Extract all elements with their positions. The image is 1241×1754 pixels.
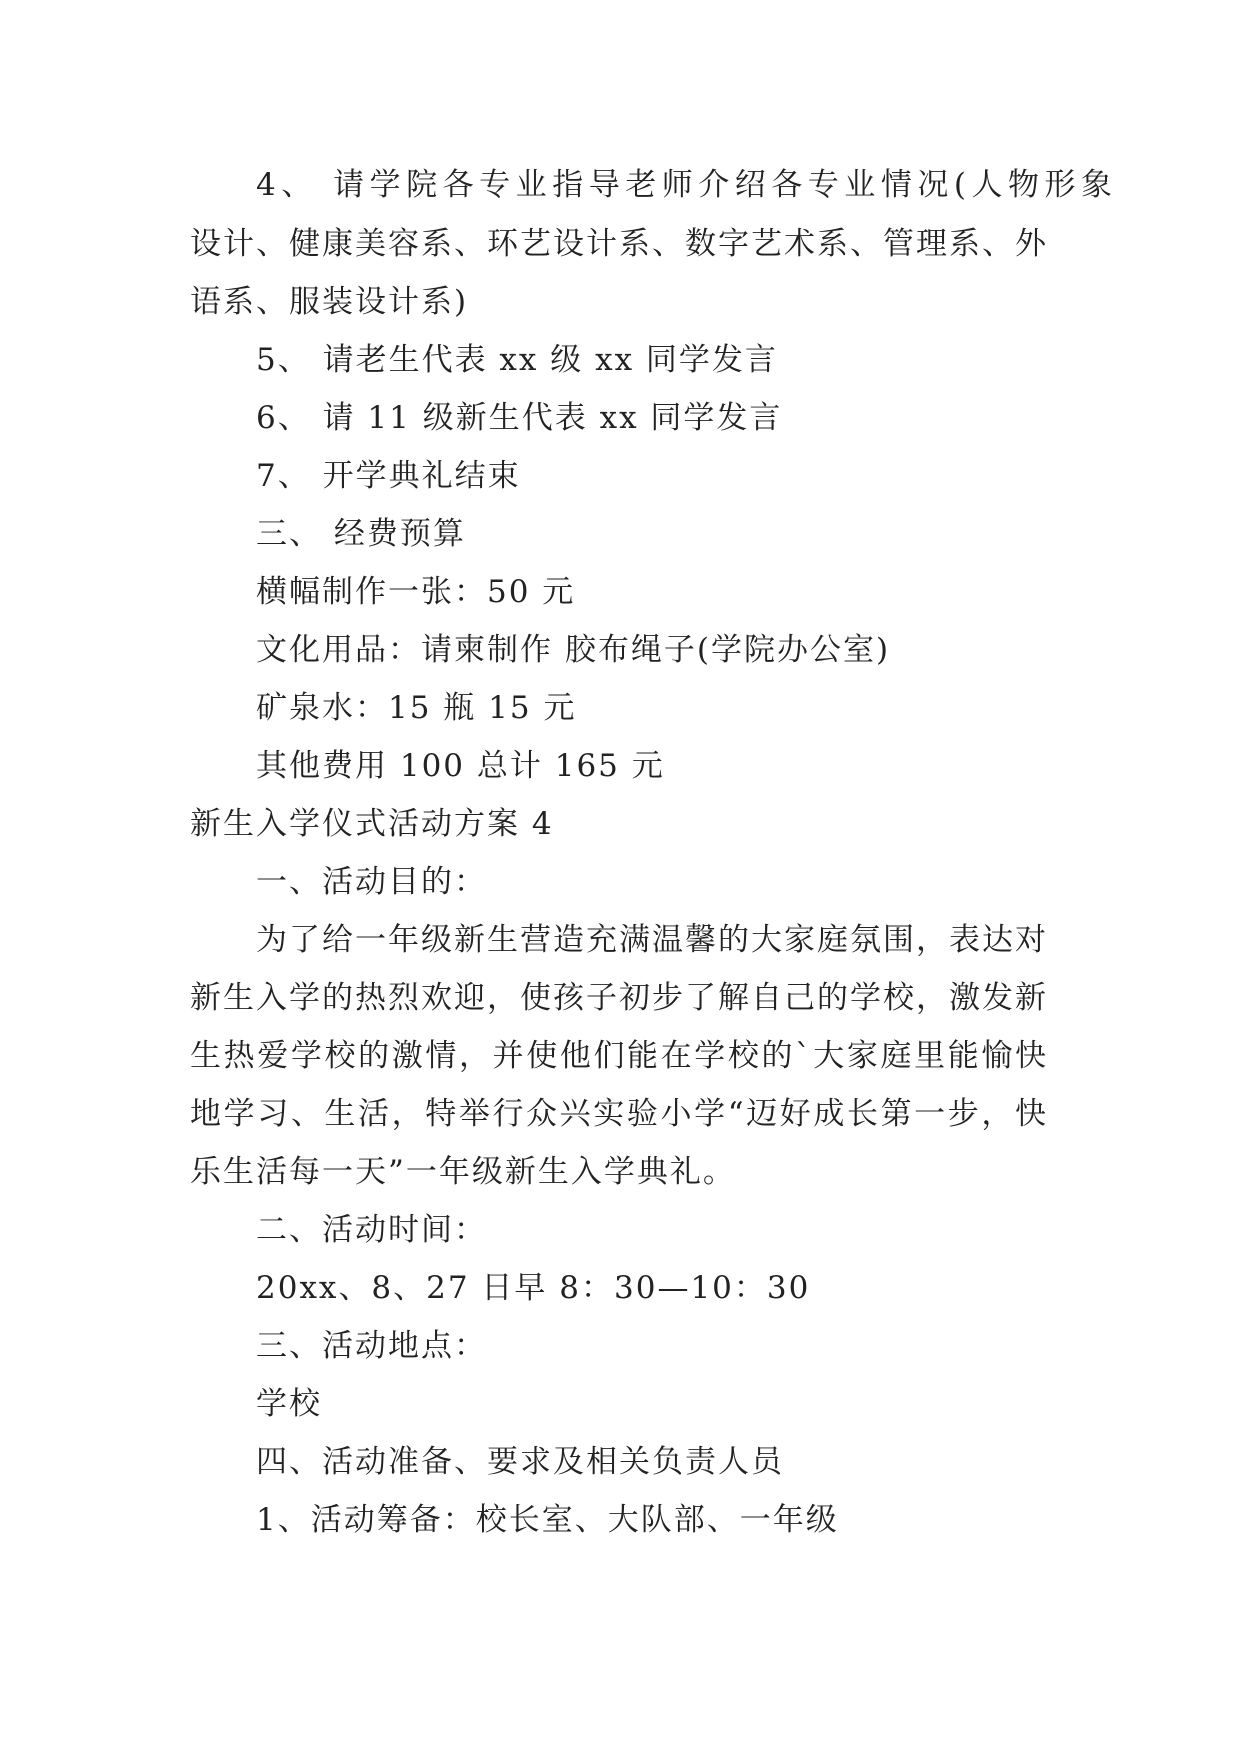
document-title: 新生入学仪式活动方案 4	[190, 806, 554, 842]
text-line: 乐生活每一天”一年级新生入学典礼。	[190, 1154, 736, 1190]
text-line: 语系、服装设计系)	[190, 284, 469, 320]
text-line: 矿泉水：15 瓶 15 元	[256, 690, 577, 726]
section-heading: 三、活动地点：	[256, 1328, 487, 1364]
section-heading: 一、活动目的：	[256, 864, 487, 900]
section-heading: 三、 经费预算	[256, 516, 466, 552]
section-heading: 四、活动准备、要求及相关负责人员	[256, 1444, 784, 1480]
text-line: 5、 请老生代表 xx 级 xx 同学发言	[256, 342, 778, 378]
section-heading: 二、活动时间：	[256, 1212, 487, 1248]
text-line: 新生入学的热烈欢迎，使孩子初步了解自己的学校，激发新	[190, 980, 1046, 1016]
text-line: 设计、健康美容系、环艺设计系、数字艺术系、管理系、外	[190, 226, 1046, 262]
text-line: 生热爱学校的激情，并使他们能在学校的`大家庭里能愉快	[190, 1038, 1046, 1074]
text-line: 20xx、8、27 日早 8：30—10：30	[256, 1270, 811, 1306]
text-line: 1、活动筹备：校长室、大队部、一年级	[256, 1502, 839, 1538]
text-line: 4、 请学院各专业指导老师介绍各专业情况(人物形象	[256, 167, 1112, 203]
text-line: 文化用品：请柬制作 胶布绳子(学院办公室)	[256, 632, 891, 668]
text-line: 其他费用 100 总计 165 元	[256, 748, 665, 784]
text-line: 地学习、生活，特举行众兴实验小学“迈好成长第一步，快	[190, 1096, 1046, 1132]
text-line: 6、 请 11 级新生代表 xx 同学发言	[256, 400, 783, 436]
text-line: 横幅制作一张：50 元	[256, 574, 576, 610]
text-line: 学校	[256, 1386, 322, 1422]
text-line: 7、 开学典礼结束	[256, 458, 521, 494]
text-line: 为了给一年级新生营造充满温馨的大家庭氛围，表达对	[256, 922, 1046, 958]
